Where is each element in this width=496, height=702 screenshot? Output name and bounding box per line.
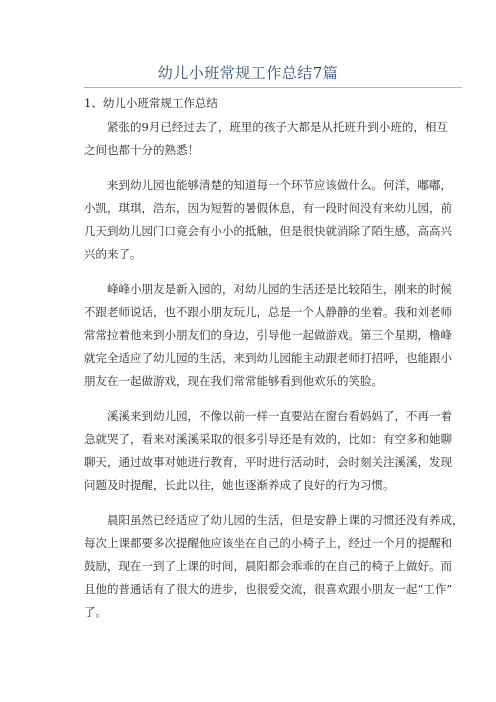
paragraph-line: 溪溪来到幼儿园，不像以前一样一直要站在窗台看妈妈了，不再一着 xyxy=(107,409,452,423)
document-title: 幼儿小班常规工作总结7篇 xyxy=(157,64,339,82)
paragraph-5 xyxy=(84,509,466,624)
title-divider xyxy=(84,87,462,88)
document-body xyxy=(84,116,466,636)
paragraph-line: 常常拉着他来到小朋友们的身边，引导他一起做游戏。第三个星期，橹峰 xyxy=(84,328,452,342)
paragraph-line: 问题及时提醒，长此以往，她也逐渐养成了良好的行为习惯。 xyxy=(84,478,395,492)
paragraph-line: 紧张的9月已经过去了，班里的孩子大都是从托班升到小班的，相互 xyxy=(107,120,448,134)
paragraph-line: 聊天，通过故事对她进行教育，平时进行活动时，会时刻关注溪溪，发现 xyxy=(84,455,452,469)
paragraph-line: 不跟老师说话，也不跟小朋友玩儿，总是一个人静静的坐着。我和刘老师 xyxy=(84,305,452,319)
paragraph-2 xyxy=(84,174,466,266)
paragraph-line: 之间也都十分的熟悉！ xyxy=(84,143,199,157)
paragraph-line: 鼓励，现在一到了上课的时间，晨阳都会乖乖的在自己的椅子上做好。而 xyxy=(84,559,452,573)
paragraph-line: 每次上课都要多次提醒他应该坐在自己的小椅子上，经过一个月的提醒和 xyxy=(84,536,452,550)
paragraph-line: 小凯，琪琪，浩东，因为短暂的暑假休息，有一段时间没有来幼儿园，前 xyxy=(84,201,452,215)
paragraph-line: 就完全适应了幼儿园的生活，来到幼儿园能主动跟老师打招呼，也能跟小 xyxy=(84,351,452,365)
paragraph-3 xyxy=(84,278,466,393)
paragraph-line: 来到幼儿园也能够清楚的知道每一个环节应该做什么。何洋，嘟嘟， xyxy=(107,178,452,192)
paragraph-4 xyxy=(84,405,466,497)
paragraph-line: 急就哭了，看来对溪溪采取的很多引导还是有效的，比如：有空多和她聊 xyxy=(84,432,452,446)
paragraph-line: 且他的普通话有了很大的进步，也很爱交流，很喜欢跟小朋友一起“工作” xyxy=(84,582,453,596)
paragraph-line: 峰峰小朋友是新入园的，对幼儿园的生活还是比较陌生，刚来的时候 xyxy=(107,282,452,296)
paragraph-line: 朋友在一起做游戏，现在我们常常能够看到他欢乐的笑脸。 xyxy=(84,374,383,388)
paragraph-line: 了。 xyxy=(84,605,107,619)
paragraph-line: 几天到幼儿园门口竟会有小小的抵触，但是很快就消除了陌生感，高高兴 xyxy=(84,224,452,238)
paragraph-line: 晨阳虽然已经适应了幼儿园的生活，但是安静上课的习惯还没有养成， xyxy=(107,513,464,527)
section-heading: 1、幼儿小班常规工作总结 xyxy=(84,96,218,110)
paragraph-1 xyxy=(84,116,466,162)
paragraph-line: 兴的来了。 xyxy=(84,247,142,261)
